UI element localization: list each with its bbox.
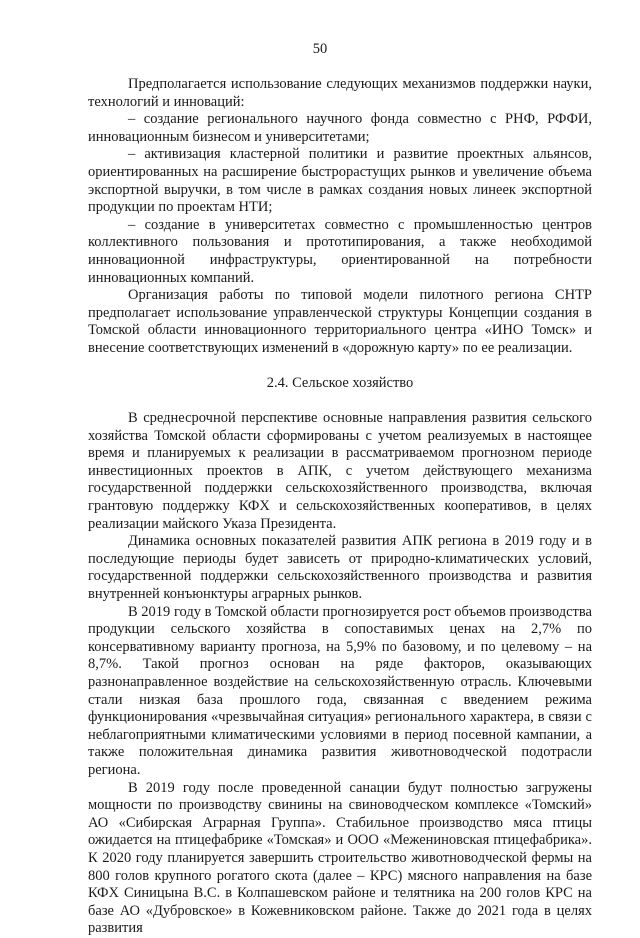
paragraph-research-fund: – создание регионального научного фонда совместно с РНФ, РФФИ, инновационным бизнесом и университетами; bbox=[88, 111, 592, 145]
paragraph-agriculture-directions: В среднесрочной перспективе основные направления развития сельского хозяйства Томской области сформированы с учетом реализуемых в настоящее время и планируемых к реализации в рассматриваемом прогнозном периоде инвестиционных проектов в АПК, с учетом действующего механизма государственной поддержки сельскохозяйственного производства, включая грантовую поддержку КФХ и сельскохозяйственных кооперативов, в целях реализации майского Указа Президента. bbox=[88, 410, 592, 532]
paragraph-apk-dynamics: Динамика основных показателей развития АПК региона в 2019 году и в последующие периоды будет зависеть от природно-климатических условий, государственной поддержки сельскохозяйственного производства и развития внутренней конъюнктуры аграрных рынков. bbox=[88, 533, 592, 603]
page-number: 50 bbox=[312, 41, 328, 57]
paragraph-production-forecast: В 2019 году в Томской области прогнозируется рост объемов производства продукции сельского хозяйства в сопоставимых ценах на 2,7% по консервативному варианту прогноза, на 5,9% по базовому, и по целевому – на 8,7%. Такой прогноз основан на ряде факторов, оказывающих разнонаправленное воздействие на сельскохозяйственную отрасль. Ключевыми стали низкая база прошлого года, связанная с введением режима функционирования «чрезвычайная ситуация» регионального характера, в связи с неблагоприятными климатическими условиями в период посевной кампании, а также положительная динамика развития животноводческой подотрасли региона. bbox=[88, 603, 592, 778]
paragraph-cluster-policy: – активизация кластерной политики и развитие проектных альянсов, ориентированных на расширение быстрорастущих рынков и увеличение объема экспортной выручки, в том числе в рамках создания новых линеек экспортной продукции по проектам НТИ; bbox=[88, 146, 592, 216]
paragraph-livestock-projects: В 2019 году после проведенной санации будут полностью загружены мощности по производству свинины на свиноводческом комплексе «Томский» АО «Сибирская Аграрная Группа». Стабильное производство мяса птицы ожидается на птицефабрике «Томская» и ООО «Межениновская птицефабрика». К 2020 году планируется завершить строительство животноводческой фермы на 800 голов крупного рогатого скота (далее – КРС) мясного направления на базе КФХ Синицына В.С. в Колпашевском районе и телятника на 200 голов КРС на базе АО «Дубровское» в Кожевниковском районе. Также до 2021 года в целях развития bbox=[88, 779, 592, 937]
paragraph-mechanisms-intro: Предполагается использование следующих механизмов поддержки науки, технологий и инноваций: bbox=[88, 76, 592, 110]
document-body bbox=[88, 76, 592, 938]
paragraph-shared-use-centers: – создание в университетах совместно с промышленностью центров коллективного пользования и прототипирования, а также необходимой инновационной инфраструктуры, ориентированной на потребности инновационных компаний. bbox=[88, 216, 592, 286]
section-heading: 2.4. Сельское хозяйство bbox=[266, 374, 414, 391]
paragraph-pilot-region: Организация работы по типовой модели пилотного региона СНТР предполагает использование управленческой структуры Концепции создания в Томской области инновационного территориального центра «ИНО Томск» и внесение соответствующих изменений в «дорожную карту» по ее реализации. bbox=[88, 287, 592, 356]
